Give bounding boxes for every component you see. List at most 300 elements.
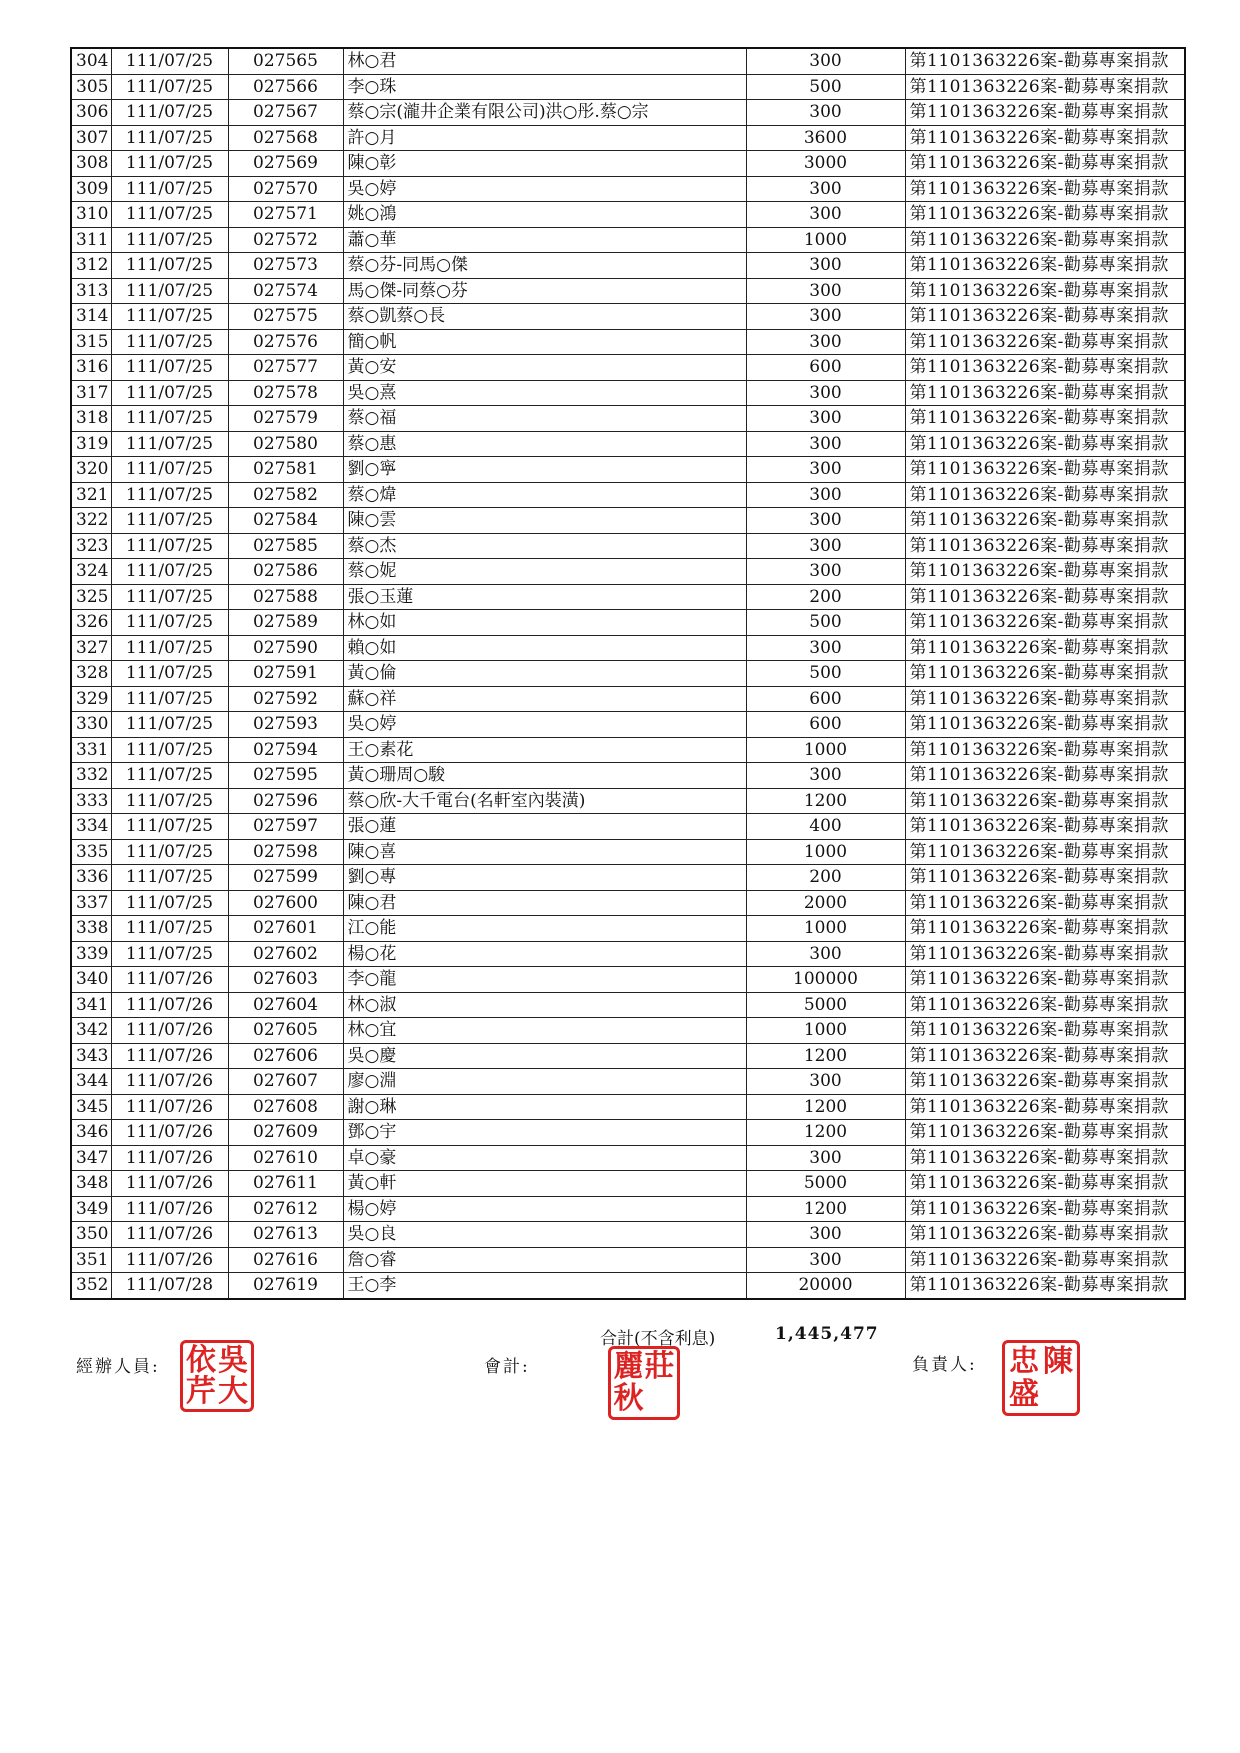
- table-row: [71, 100, 1185, 126]
- total-value: 1,445,477: [775, 1324, 879, 1344]
- receipt-number: 027571: [228, 202, 343, 228]
- row-number: 338: [71, 916, 111, 942]
- table-row: [71, 635, 1185, 661]
- receipt-number: 027565: [228, 48, 343, 74]
- table-row: [71, 253, 1185, 279]
- donor-name: 吳○良: [343, 1222, 746, 1248]
- donation-note: 第1101363226案-勸募專案捐款: [905, 100, 1185, 126]
- donation-amount: 300: [746, 253, 905, 279]
- row-number: 341: [71, 992, 111, 1018]
- donation-date: 111/07/25: [111, 253, 228, 279]
- donation-date: 111/07/25: [111, 533, 228, 559]
- donor-name: 馬○傑-同蔡○芬: [343, 278, 746, 304]
- donation-amount: 600: [746, 712, 905, 738]
- receipt-number: 027601: [228, 916, 343, 942]
- table-row: [71, 508, 1185, 534]
- row-number: 348: [71, 1171, 111, 1197]
- donation-note: 第1101363226案-勸募專案捐款: [905, 125, 1185, 151]
- row-number: 311: [71, 227, 111, 253]
- table-row: [71, 737, 1185, 763]
- receipt-number: 027566: [228, 74, 343, 100]
- donation-amount: 1000: [746, 916, 905, 942]
- donation-note: 第1101363226案-勸募專案捐款: [905, 916, 1185, 942]
- donor-name: 王○李: [343, 1273, 746, 1299]
- donation-date: 111/07/25: [111, 559, 228, 585]
- donor-name: 吳○婷: [343, 712, 746, 738]
- donation-amount: 2000: [746, 890, 905, 916]
- receipt-number: 027584: [228, 508, 343, 534]
- row-number: 321: [71, 482, 111, 508]
- donor-name: 蔡○宗(瀧井企業有限公司)洪○彤.蔡○宗: [343, 100, 746, 126]
- donation-amount: 200: [746, 584, 905, 610]
- seal-char: 芹: [186, 1373, 216, 1409]
- receipt-number: 027605: [228, 1018, 343, 1044]
- donor-name: 蘇○祥: [343, 686, 746, 712]
- table-row: [71, 992, 1185, 1018]
- table-row: [71, 1247, 1185, 1273]
- donor-name: 林○淑: [343, 992, 746, 1018]
- donation-date: 111/07/25: [111, 380, 228, 406]
- donor-name: 李○珠: [343, 74, 746, 100]
- donor-name: 蔡○杰: [343, 533, 746, 559]
- table-row: [71, 1222, 1185, 1248]
- donation-note: 第1101363226案-勸募專案捐款: [905, 380, 1185, 406]
- table-row: [71, 584, 1185, 610]
- donation-date: 111/07/26: [111, 1094, 228, 1120]
- table-row: [71, 533, 1185, 559]
- row-number: 344: [71, 1069, 111, 1095]
- donor-name: 黃○倫: [343, 661, 746, 687]
- row-number: 345: [71, 1094, 111, 1120]
- donation-amount: 600: [746, 686, 905, 712]
- donor-name: 劉○專: [343, 865, 746, 891]
- donation-amount: 300: [746, 329, 905, 355]
- seal-char: 大: [218, 1373, 248, 1409]
- table-row: [71, 1273, 1185, 1299]
- table-row: [71, 1043, 1185, 1069]
- row-number: 329: [71, 686, 111, 712]
- donation-note: 第1101363226案-勸募專案捐款: [905, 584, 1185, 610]
- donation-note: 第1101363226案-勸募專案捐款: [905, 1222, 1185, 1248]
- donation-amount: 1000: [746, 1018, 905, 1044]
- donation-date: 111/07/25: [111, 355, 228, 381]
- donation-date: 111/07/25: [111, 304, 228, 330]
- receipt-number: 027586: [228, 559, 343, 585]
- table-row: [71, 610, 1185, 636]
- receipt-number: 027606: [228, 1043, 343, 1069]
- row-number: 323: [71, 533, 111, 559]
- donation-date: 111/07/26: [111, 1247, 228, 1273]
- donor-name: 吳○慶: [343, 1043, 746, 1069]
- donation-note: 第1101363226案-勸募專案捐款: [905, 329, 1185, 355]
- table-row: [71, 686, 1185, 712]
- row-number: 315: [71, 329, 111, 355]
- receipt-number: 027597: [228, 814, 343, 840]
- table-row: [71, 814, 1185, 840]
- table-row: [71, 48, 1185, 74]
- donation-amount: 500: [746, 661, 905, 687]
- donor-name: 蔡○芬-同馬○傑: [343, 253, 746, 279]
- receipt-number: 027575: [228, 304, 343, 330]
- receipt-number: 027592: [228, 686, 343, 712]
- donation-amount: 1200: [746, 1196, 905, 1222]
- donation-amount: 200: [746, 865, 905, 891]
- donation-amount: 300: [746, 508, 905, 534]
- donor-name: 張○玉蓮: [343, 584, 746, 610]
- donor-name: 陳○雲: [343, 508, 746, 534]
- donation-date: 111/07/25: [111, 610, 228, 636]
- donation-note: 第1101363226案-勸募專案捐款: [905, 661, 1185, 687]
- donation-note: 第1101363226案-勸募專案捐款: [905, 151, 1185, 177]
- donation-note: 第1101363226案-勸募專案捐款: [905, 1120, 1185, 1146]
- donor-name: 黃○軒: [343, 1171, 746, 1197]
- row-number: 347: [71, 1145, 111, 1171]
- receipt-number: 027591: [228, 661, 343, 687]
- receipt-number: 027567: [228, 100, 343, 126]
- row-number: 334: [71, 814, 111, 840]
- row-number: 325: [71, 584, 111, 610]
- donor-name: 林○如: [343, 610, 746, 636]
- donation-date: 111/07/26: [111, 992, 228, 1018]
- seal-char: [644, 1383, 675, 1415]
- donation-date: 111/07/26: [111, 1069, 228, 1095]
- row-number: 349: [71, 1196, 111, 1222]
- row-number: 320: [71, 457, 111, 483]
- donor-name: 劉○寧: [343, 457, 746, 483]
- donation-note: 第1101363226案-勸募專案捐款: [905, 1145, 1185, 1171]
- donation-note: 第1101363226案-勸募專案捐款: [905, 737, 1185, 763]
- donation-amount: 1000: [746, 839, 905, 865]
- table-row: [71, 482, 1185, 508]
- donation-note: 第1101363226案-勸募專案捐款: [905, 1094, 1185, 1120]
- donation-amount: 300: [746, 941, 905, 967]
- donation-date: 111/07/26: [111, 1196, 228, 1222]
- donation-date: 111/07/25: [111, 48, 228, 74]
- seal-char: 麗: [613, 1349, 644, 1384]
- table-row: [71, 202, 1185, 228]
- donor-name: 鄧○宇: [343, 1120, 746, 1146]
- row-number: 308: [71, 151, 111, 177]
- row-number: 326: [71, 610, 111, 636]
- table-row: [71, 380, 1185, 406]
- donor-name: 蔡○惠: [343, 431, 746, 457]
- responsible-seal: [1002, 1340, 1080, 1416]
- accountant-label: 會計:: [484, 1357, 530, 1377]
- donor-name: 陳○君: [343, 890, 746, 916]
- receipt-number: 027568: [228, 125, 343, 151]
- donation-date: 111/07/28: [111, 1273, 228, 1299]
- table-row: [71, 278, 1185, 304]
- receipt-number: 027603: [228, 967, 343, 993]
- receipt-number: 027585: [228, 533, 343, 559]
- table-row: [71, 865, 1185, 891]
- seal-char: 莊: [644, 1349, 675, 1384]
- receipt-number: 027596: [228, 788, 343, 814]
- donation-note: 第1101363226案-勸募專案捐款: [905, 865, 1185, 891]
- row-number: 343: [71, 1043, 111, 1069]
- row-number: 332: [71, 763, 111, 789]
- donation-note: 第1101363226案-勸募專案捐款: [905, 1247, 1185, 1273]
- table-row: [71, 1171, 1185, 1197]
- row-number: 324: [71, 559, 111, 585]
- donation-date: 111/07/26: [111, 967, 228, 993]
- donation-note: 第1101363226案-勸募專案捐款: [905, 635, 1185, 661]
- donation-date: 111/07/25: [111, 763, 228, 789]
- table-row: [71, 941, 1185, 967]
- donor-name: 王○素花: [343, 737, 746, 763]
- donation-note: 第1101363226案-勸募專案捐款: [905, 533, 1185, 559]
- donor-name: 楊○婷: [343, 1196, 746, 1222]
- donor-name: 陳○喜: [343, 839, 746, 865]
- table-row: [71, 227, 1185, 253]
- receipt-number: 027598: [228, 839, 343, 865]
- seal-char: 依: [186, 1342, 216, 1378]
- donation-amount: 300: [746, 380, 905, 406]
- row-number: 331: [71, 737, 111, 763]
- donation-amount: 300: [746, 763, 905, 789]
- seal-char: [1041, 1378, 1075, 1411]
- donation-note: 第1101363226案-勸募專案捐款: [905, 1069, 1185, 1095]
- donation-date: 111/07/25: [111, 74, 228, 100]
- table-row: [71, 431, 1185, 457]
- receipt-number: 027610: [228, 1145, 343, 1171]
- table-row: [71, 457, 1185, 483]
- donation-date: 111/07/25: [111, 941, 228, 967]
- donor-name: 張○蓮: [343, 814, 746, 840]
- receipt-number: 027608: [228, 1094, 343, 1120]
- row-number: 339: [71, 941, 111, 967]
- donation-date: 111/07/25: [111, 227, 228, 253]
- donation-note: 第1101363226案-勸募專案捐款: [905, 992, 1185, 1018]
- donation-date: 111/07/25: [111, 329, 228, 355]
- receipt-number: 027599: [228, 865, 343, 891]
- donor-name: 謝○琳: [343, 1094, 746, 1120]
- donation-amount: 100000: [746, 967, 905, 993]
- receipt-number: 027577: [228, 355, 343, 381]
- donor-name: 蔡○福: [343, 406, 746, 432]
- receipt-number: 027572: [228, 227, 343, 253]
- seal-char: 吳: [218, 1342, 248, 1378]
- donation-date: 111/07/25: [111, 712, 228, 738]
- donation-note: 第1101363226案-勸募專案捐款: [905, 763, 1185, 789]
- receipt-number: 027580: [228, 431, 343, 457]
- donation-date: 111/07/25: [111, 482, 228, 508]
- row-number: 305: [71, 74, 111, 100]
- receipt-number: 027576: [228, 329, 343, 355]
- donation-date: 111/07/25: [111, 916, 228, 942]
- receipt-number: 027619: [228, 1273, 343, 1299]
- donation-amount: 300: [746, 1222, 905, 1248]
- donation-amount: 300: [746, 406, 905, 432]
- table-row: [71, 1069, 1185, 1095]
- donation-amount: 400: [746, 814, 905, 840]
- donation-date: 111/07/26: [111, 1222, 228, 1248]
- donation-amount: 300: [746, 482, 905, 508]
- table-row: [71, 559, 1185, 585]
- donation-amount: 300: [746, 202, 905, 228]
- donor-name: 黃○珊周○駿: [343, 763, 746, 789]
- table-row: [71, 151, 1185, 177]
- total-label: 合計(不含利息): [600, 1329, 716, 1349]
- donor-name: 蔡○煒: [343, 482, 746, 508]
- donation-amount: 5000: [746, 992, 905, 1018]
- handler-label: 經辦人員:: [76, 1357, 160, 1377]
- table-row: [71, 1196, 1185, 1222]
- donor-name: 卓○豪: [343, 1145, 746, 1171]
- row-number: 307: [71, 125, 111, 151]
- receipt-number: 027612: [228, 1196, 343, 1222]
- row-number: 330: [71, 712, 111, 738]
- row-number: 310: [71, 202, 111, 228]
- donor-name: 楊○花: [343, 941, 746, 967]
- donation-note: 第1101363226案-勸募專案捐款: [905, 610, 1185, 636]
- donation-amount: 300: [746, 1145, 905, 1171]
- handler-seal: [180, 1340, 254, 1412]
- receipt-number: 027574: [228, 278, 343, 304]
- row-number: 319: [71, 431, 111, 457]
- donation-date: 111/07/25: [111, 584, 228, 610]
- table-row: [71, 916, 1185, 942]
- donation-amount: 300: [746, 1069, 905, 1095]
- donor-name: 林○君: [343, 48, 746, 74]
- donation-note: 第1101363226案-勸募專案捐款: [905, 967, 1185, 993]
- row-number: 340: [71, 967, 111, 993]
- donation-note: 第1101363226案-勸募專案捐款: [905, 457, 1185, 483]
- donation-date: 111/07/26: [111, 1018, 228, 1044]
- table-row: [71, 304, 1185, 330]
- donation-amount: 500: [746, 610, 905, 636]
- donation-amount: 300: [746, 48, 905, 74]
- receipt-number: 027578: [228, 380, 343, 406]
- table-row: [71, 661, 1185, 687]
- seal-char: 秋: [613, 1381, 644, 1416]
- table-row: [71, 329, 1185, 355]
- donor-name: 姚○鴻: [343, 202, 746, 228]
- donation-amount: 300: [746, 431, 905, 457]
- row-number: 314: [71, 304, 111, 330]
- row-number: 306: [71, 100, 111, 126]
- donation-amount: 1200: [746, 1043, 905, 1069]
- donor-name: 吳○婷: [343, 176, 746, 202]
- donation-note: 第1101363226案-勸募專案捐款: [905, 1171, 1185, 1197]
- donation-amount: 300: [746, 1247, 905, 1273]
- receipt-number: 027594: [228, 737, 343, 763]
- donation-amount: 3600: [746, 125, 905, 151]
- receipt-number: 027595: [228, 763, 343, 789]
- row-number: 312: [71, 253, 111, 279]
- donation-date: 111/07/25: [111, 176, 228, 202]
- receipt-number: 027613: [228, 1222, 343, 1248]
- seal-char: 盛: [1009, 1376, 1039, 1412]
- donation-note: 第1101363226案-勸募專案捐款: [905, 1018, 1185, 1044]
- table-row: [71, 788, 1185, 814]
- table-row: [71, 1018, 1185, 1044]
- ledger-body: [71, 48, 1185, 1299]
- donation-date: 111/07/25: [111, 788, 228, 814]
- receipt-number: 027569: [228, 151, 343, 177]
- donor-name: 江○能: [343, 916, 746, 942]
- donation-amount: 3000: [746, 151, 905, 177]
- donation-amount: 300: [746, 278, 905, 304]
- seal-char: 陳: [1043, 1343, 1073, 1379]
- donation-note: 第1101363226案-勸募專案捐款: [905, 355, 1185, 381]
- receipt-number: 027611: [228, 1171, 343, 1197]
- table-row: [71, 712, 1185, 738]
- responsible-label: 負責人:: [912, 1355, 977, 1375]
- donation-note: 第1101363226案-勸募專案捐款: [905, 202, 1185, 228]
- table-row: [71, 839, 1185, 865]
- donation-amount: 1200: [746, 1094, 905, 1120]
- table-row: [71, 890, 1185, 916]
- donation-note: 第1101363226案-勸募專案捐款: [905, 48, 1185, 74]
- donation-amount: 300: [746, 559, 905, 585]
- donation-note: 第1101363226案-勸募專案捐款: [905, 559, 1185, 585]
- row-number: 351: [71, 1247, 111, 1273]
- donor-name: 許○月: [343, 125, 746, 151]
- row-number: 327: [71, 635, 111, 661]
- donation-ledger-table: [70, 47, 1186, 1300]
- donation-date: 111/07/25: [111, 661, 228, 687]
- row-number: 352: [71, 1273, 111, 1299]
- donation-amount: 600: [746, 355, 905, 381]
- donation-date: 111/07/26: [111, 1145, 228, 1171]
- donation-amount: 300: [746, 100, 905, 126]
- donation-note: 第1101363226案-勸募專案捐款: [905, 406, 1185, 432]
- receipt-number: 027609: [228, 1120, 343, 1146]
- table-row: [71, 355, 1185, 381]
- donor-name: 蔡○凱蔡○長: [343, 304, 746, 330]
- donation-amount: 5000: [746, 1171, 905, 1197]
- donation-date: 111/07/25: [111, 457, 228, 483]
- row-number: 336: [71, 865, 111, 891]
- donation-date: 111/07/25: [111, 814, 228, 840]
- accountant-seal: [608, 1346, 680, 1420]
- seal-char: 忠: [1009, 1343, 1039, 1379]
- donation-date: 111/07/25: [111, 635, 228, 661]
- receipt-number: 027593: [228, 712, 343, 738]
- donation-date: 111/07/25: [111, 508, 228, 534]
- donation-date: 111/07/26: [111, 1171, 228, 1197]
- donation-amount: 1200: [746, 1120, 905, 1146]
- donation-date: 111/07/25: [111, 125, 228, 151]
- donation-note: 第1101363226案-勸募專案捐款: [905, 890, 1185, 916]
- donor-name: 廖○淵: [343, 1069, 746, 1095]
- receipt-number: 027607: [228, 1069, 343, 1095]
- donation-date: 111/07/25: [111, 737, 228, 763]
- donation-date: 111/07/25: [111, 278, 228, 304]
- row-number: 318: [71, 406, 111, 432]
- receipt-number: 027589: [228, 610, 343, 636]
- row-number: 313: [71, 278, 111, 304]
- donation-note: 第1101363226案-勸募專案捐款: [905, 839, 1185, 865]
- table-row: [71, 125, 1185, 151]
- donation-amount: 300: [746, 533, 905, 559]
- donation-amount: 1000: [746, 737, 905, 763]
- receipt-number: 027570: [228, 176, 343, 202]
- table-row: [71, 176, 1185, 202]
- table-row: [71, 763, 1185, 789]
- row-number: 350: [71, 1222, 111, 1248]
- donation-amount: 1200: [746, 788, 905, 814]
- donor-name: 簡○帆: [343, 329, 746, 355]
- receipt-number: 027582: [228, 482, 343, 508]
- receipt-number: 027573: [228, 253, 343, 279]
- donation-note: 第1101363226案-勸募專案捐款: [905, 74, 1185, 100]
- donor-name: 陳○彰: [343, 151, 746, 177]
- donation-note: 第1101363226案-勸募專案捐款: [905, 431, 1185, 457]
- table-row: [71, 74, 1185, 100]
- receipt-number: 027600: [228, 890, 343, 916]
